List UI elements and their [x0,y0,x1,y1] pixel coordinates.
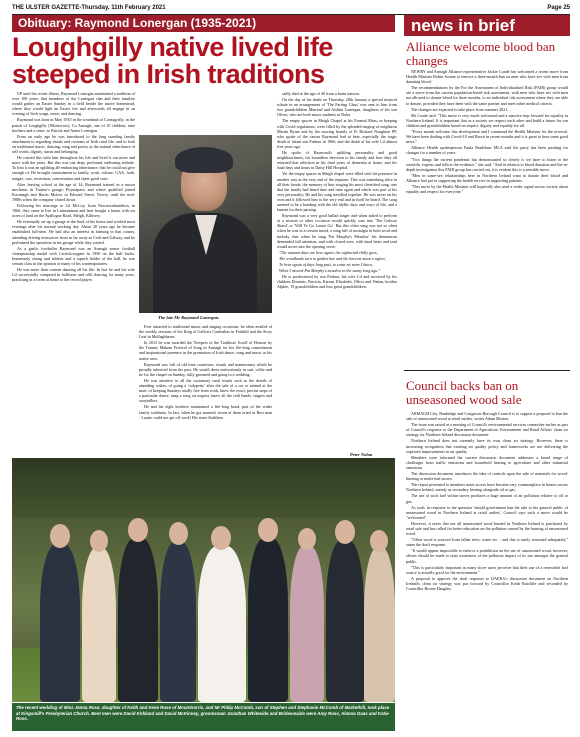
portrait-photo [139,135,272,313]
guest-face [50,524,70,548]
story1-body [406,69,568,367]
paragraph: Alliance Health spokesperson Paula Bradshaw MLA said the party has been pushing for changes for a number of years. [406,145,568,156]
guest-figure [118,538,158,702]
paragraph: He spoke of Raymond's uplifting personality and good neighbourliness, his boundless devotion to his family and how they all returned that affection in his final years of dementia at home, and his final days and hours in Daisy Hill Hospital. [277,150,397,171]
guest-face [90,530,108,552]
paragraph: He was more than content dancing all his life. In fact he and his wife Lil successfully competed in ballroom and céilí dancing for many years, practising in a room at home to the record player. [12,267,135,283]
paragraph: Ms Coade said: "This move is very much welcomed and a massive step forward for equality in Northern Ireland. It is important that as a society we respect each other and build a future for our children and grandchildren based on respect, dignity and equality for all. [406,112,568,128]
groom-face [258,518,278,542]
page-header [12,4,570,15]
wedding-photo [12,458,395,702]
verse-line: The woodlands turn to golden hue and the harvest moon's aglow, [279,255,386,261]
paragraph: "It would appear impossible to enforce a prohibition on the use of unseasoned wood, however, efforts should be made to raise awareness of the pollution impact of its use amongst the general public. [406,548,568,564]
story-divider [404,370,570,371]
guest-figure [40,544,80,702]
article-column-2 [139,324,272,452]
paragraph: He is predeceased by son Finbarr, his wife Lil and survived by his children Dominic, Patricia, Kieran, Elizabeth, Oliver and Fintan, brother Alphie, 19 grandchildren and four great grandchildren. [277,274,397,290]
paragraph: "Often wood is sourced from fallen trees, waste etc. - and this is rarely seasoned adequately," states the draft response. [406,537,568,548]
paragraph: Yet the empty spaces in Meigh chapel were filled with his presence in another way at the very end of the requiem. This was something alive in all their heads, the memory of him singing his most cherished song, one that the family had heard time and time again and which was part of his very personality. He and his song travelled together. He was never on his own and it followed him to the very end and in itself he heard. The song seemed to be a bonding with the old idyllic days and ways of life, and a lament for their passing. [277,171,397,213]
paragraph: On the day of his death on Thursday, 28th January a special musical tribute in an arrangement of 'The Parting Glass' was sent to him from two grandchildren Mairead and Aislinn Lonergan, daughters of his son Oliver, who are both music students in Doha. [277,97,397,118]
paragraph: "Every month welcome this development and I commend the Health Minister for the reversal. We have been dealing with Covid-19 and Brexit in recent months and it is great to hear some good news." [406,129,568,145]
guest-face [169,522,188,545]
guest-figure [160,542,196,702]
guest-figure [364,548,395,702]
paragraph: He was attentive to all the customary rural rituals such as the details of attending wakes, of going a 'rodypetty' after the sale of a car or animal at the mart, of keeping Sundays totally free from work, knew the exact, precise steps of a particular dance, sang a song on request, knew all the ceili bands, singers and storytellers. [139,377,272,404]
story2-headline: Council backs ban on unseasoned wood sale [406,378,522,407]
paragraph: ARMAGH City, Banbridge and Craigavon Borough Council is to support a proposal to ban the sale of unseasoned wood at retail outlets, writes Adam Morton. [406,411,568,422]
guest-figure [290,546,324,702]
paragraph: Northern Ireland does not currently have its own clean air strategy. However, there is increasing recognition that existing air quality policy and frameworks are not delivering the expected improvements in air quality. [406,438,568,454]
guest-figure [82,548,116,702]
paragraph: In 2012 he was awarded the 'Keepers of the Tradition' Scroll of Honour by the Tommy Makem Festival of Song in Armagh for his life-long commitment and inspirational presence in the promotion of Irish dance, song and music in his native area. [139,340,272,361]
story2-body [406,411,568,731]
page-number: Page 25 [547,5,570,11]
paragraph: "Men in same-sex relationships here in Northern Ireland want to donate their blood and Alliance had put in supporting the health service in supporting patients. [406,172,568,183]
guest-face [335,520,355,544]
photo-cap [175,147,233,173]
paragraph: The use of such fuel within stoves produces a huge amount of air pollution relative to oil or gas. [406,493,568,504]
verse-line: When I mowed Pat Murphy's meadow in the sunny long ago." [279,268,381,274]
paragraph: Raymond was a very good ballad singer and when asked to perform at a session or other occasion would quickly soar into 'The Galway Shawl' or 'Will Ye Go Lassie Go'. But this often sang was not so often when he was in a certain mood, a song full of nostalgia in both word and melody, that when he sang 'Pat Murphy's Meadow' his demeanour demanded full attention, and with closed eyes, with head heart and soul would move into the opening verse: [277,213,397,249]
bride-face [211,526,231,550]
paragraph: However, it notes that not all unseasoned wood burned in Northern Ireland is purchased by retail sale and has called for better education on the pollution caused by the burning of unseasoned wood. [406,520,568,537]
paragraph: NEWRY and Armagh Alliance representative Jackie Coade has welcomed a recent move from Health Minister Robin Swann to remove a three-month ban on men who have sex with men from donating blood. [406,69,568,85]
guest-face [128,518,148,542]
verse-line: "The autumn days are here again, the nightwind chilly goes, [279,249,378,255]
news-in-brief-bar: news in brief [404,15,570,36]
groom-figure [248,538,288,702]
paragraph: Following his marriage to Lil McCoy, from Newtownhamilton, in 1960, they came to live in Lismummon and later bought a house with six acres of land on the Ayallogue Road, Meigh, Killeavy. [12,202,135,219]
paragraph: Raymond was born in May 1935 in the townland of Cornagrally, in the parish of Loughgilly (Whitecross), Co Armagh, one of 10 children, nine brothers and a sister, to Patrick and Annie Lonergan. [12,117,135,133]
article-headline: Loughgilly native lived life steeped in Irish traditions [12,32,333,89]
guest-face [370,530,388,552]
paragraph: The recommendations by the For the Assessment of Individualised Risk (FAIR) group would see a move from the current population-based risk assessment, with men who have sex with men not allowed to donate blood for three months, to an individual risk assessment where they are able to donate, provided they have been with the same partner and meet other medical criteria. [406,85,568,106]
paragraph: "This is particularly important as many stove users perceive that their use of a renewable fuel source is actually good for the environment." [406,564,568,575]
paragraph: The report presented to members notes stoves have become very commonplace in homes across Northern Ireland, mainly as secondary heating alongside oil or gas. [406,482,568,493]
paragraph: UP until his recent illness, Raymond Lonergan maintained a tradition of over 100 years, that members of the Lonergan clan and their families would gather on Easter Sunday in a field beside the native homestead, where they would light an Easter fire and afterwards all engage in an evening of Irish songs, music and dancing. [12,91,135,117]
photo-caption: The late Mr Raymond Lonergan. [158,315,220,320]
story1-headline: Alliance welcome blood ban changes [406,39,556,68]
author-credit: Peter Nolan [350,452,373,457]
paragraph: He carried this with him throughout his life and lived it out more and more with the years. But this was one deep, profound, endearing attitude. To him it was an uplifting all-embracing inheritance, that he could not give enough of. He brought commitment to family, work, culture, GAA, faith, tongue, cars, recreation, conversation and sheer good craic. [12,155,135,181]
obituary-bar: Obituary: Raymond Lonergan (1935-2021) [12,15,395,32]
paragraph: From an early age he was introduced to the long standing family attachment to regarding rituals and customs of Irish rural life, and to look on traditional music, dancing, song and poetry as the natural inheritance of self worth, dignity, status and belonging. [12,133,135,155]
paragraph: He and his eight brothers maintained a life-long bond, part of the wider family solidarity. In fact, when he got married, seven of them acted as Best man - Laurie could not get off work! His sister Kathleen [139,404,272,420]
wedding-caption: The recent wedding of Miss Jenna Rose, daughter of Keith and Irene Rose of Mountnorris, and Mr Philip McComb, son of Stephen and Stephanie McComb of Markethill, took place at Kingsmill's Presbyterian Church. Best men were David Kirkland and David McKinney, groomsman Jonathan Whiteside and Bridesmaids were Amy Ross, Alanna Gaas and Katie Ross. [12,703,395,731]
paragraph: Ever attracted to traditional music and singing occasions, he often availed of the weekly sessions of the King of Gallows Comhaltas in Forkhill and the Story Leaf in Mullaghbawn. [139,324,272,340]
paragraph: As a gaelic footballer Raymond was an Armagh senior football championship medal with Carrickcruppen in 1950 on the half backs. Immensely strong and athletic and a superb fielder of the ball, he was certain class in the opinion of many of his contemporaries. [12,245,135,266]
article-column-3 [277,91,397,449]
paragraph: "This move by the Health Minister will hopefully also send a wider signal across society about equality and respect for everyone." [406,183,568,195]
paragraph: "Two things the current pandemic has demonstrated so clearly is we have to listen to the scientific experts and follow the evidence," she said. "And in relation to blood donation and the in-depth investigation this FAIR group has carried out, it is evident this is a sensible move. [406,156,568,172]
photo-trees [12,458,395,518]
paragraph: After leaving school at the age of 14, Raymond trained as a motor mechanic in Trainor's garage, Poyntzpass, and where qualified joined Kavanagh and Harris Motors in Edward Street, Newry, until the mid-1980s when the company closed down. [12,181,135,202]
article-column-1 [12,91,135,453]
paragraph: The empty spaces in Meigh Chapel at his Funeral Mass, in keeping with Covid regulations, were filled by the splendid singing of neighbour Martin Byrne and by the moving homily of Fr Richard Naughton PP, who spoke of the causes Raymond had to bear, especially the tragic death of infant son Finbarr in 1966, and the death of his wife Lil almost five years ago. [277,118,397,149]
guest-face [298,528,316,550]
paragraph: A proposal to approve the draft response to DAERA's discussion document on Northern Ireland's clean air strategy was put forward by Councillor Keith Ratcliffe and seconded by Councillor Bronie Daughry. [406,575,568,591]
paragraph: As such, in response to the question 'should government ban the sale to the general public of unseasoned wood in Northern Ireland at retail outlets', Council says such a move would be "welcomed". [406,504,568,520]
paragraph: The discussion document introduces the idea of controls upon the sale of materials for wood-burning or multi-fuel stoves. [406,471,568,482]
paragraph: Raymond was full of old time courtesies, rituals and mannerisms which he proudly inherited from the past. He would dress meticulously in suit, collar and tie for the chapel on Sunday, fully groomed and going to a wedding. [139,361,272,377]
masthead-date: THE ULSTER GAZETTE-Thursday, 11th February 2021 [12,5,166,11]
guest-figure [326,540,364,702]
paragraph: The changes are expected to take place from summer 2021. [411,106,509,112]
paragraph: The issue was raised at a meeting of Council's environmental services committee earlier as part of Council's response to the Department of Agriculture, Environment and Rural Affairs' clean air strategy for Northern Ireland discussion document. [406,422,568,438]
paragraph: Members were informed the current discussion document addresses a broad range of challenges from traffic emissions and household heating to agriculture and other industrial emissions. [406,454,568,470]
paragraph: sadly died at the age of 40 from a brain tumour. [282,91,360,96]
bride-figure [198,546,246,702]
paragraph: He eventually set up a garage at the back of his house and worked most evenings after his normal working day. About 20 years ago he became established full-time. He had also an interest in farming in that county, attending driving instructors from as far away as Cork and Galway, and he performed the operation in his garage while they waited. [12,219,135,245]
verse-line: To hear again of days long past, to come no more I know, [279,262,373,267]
